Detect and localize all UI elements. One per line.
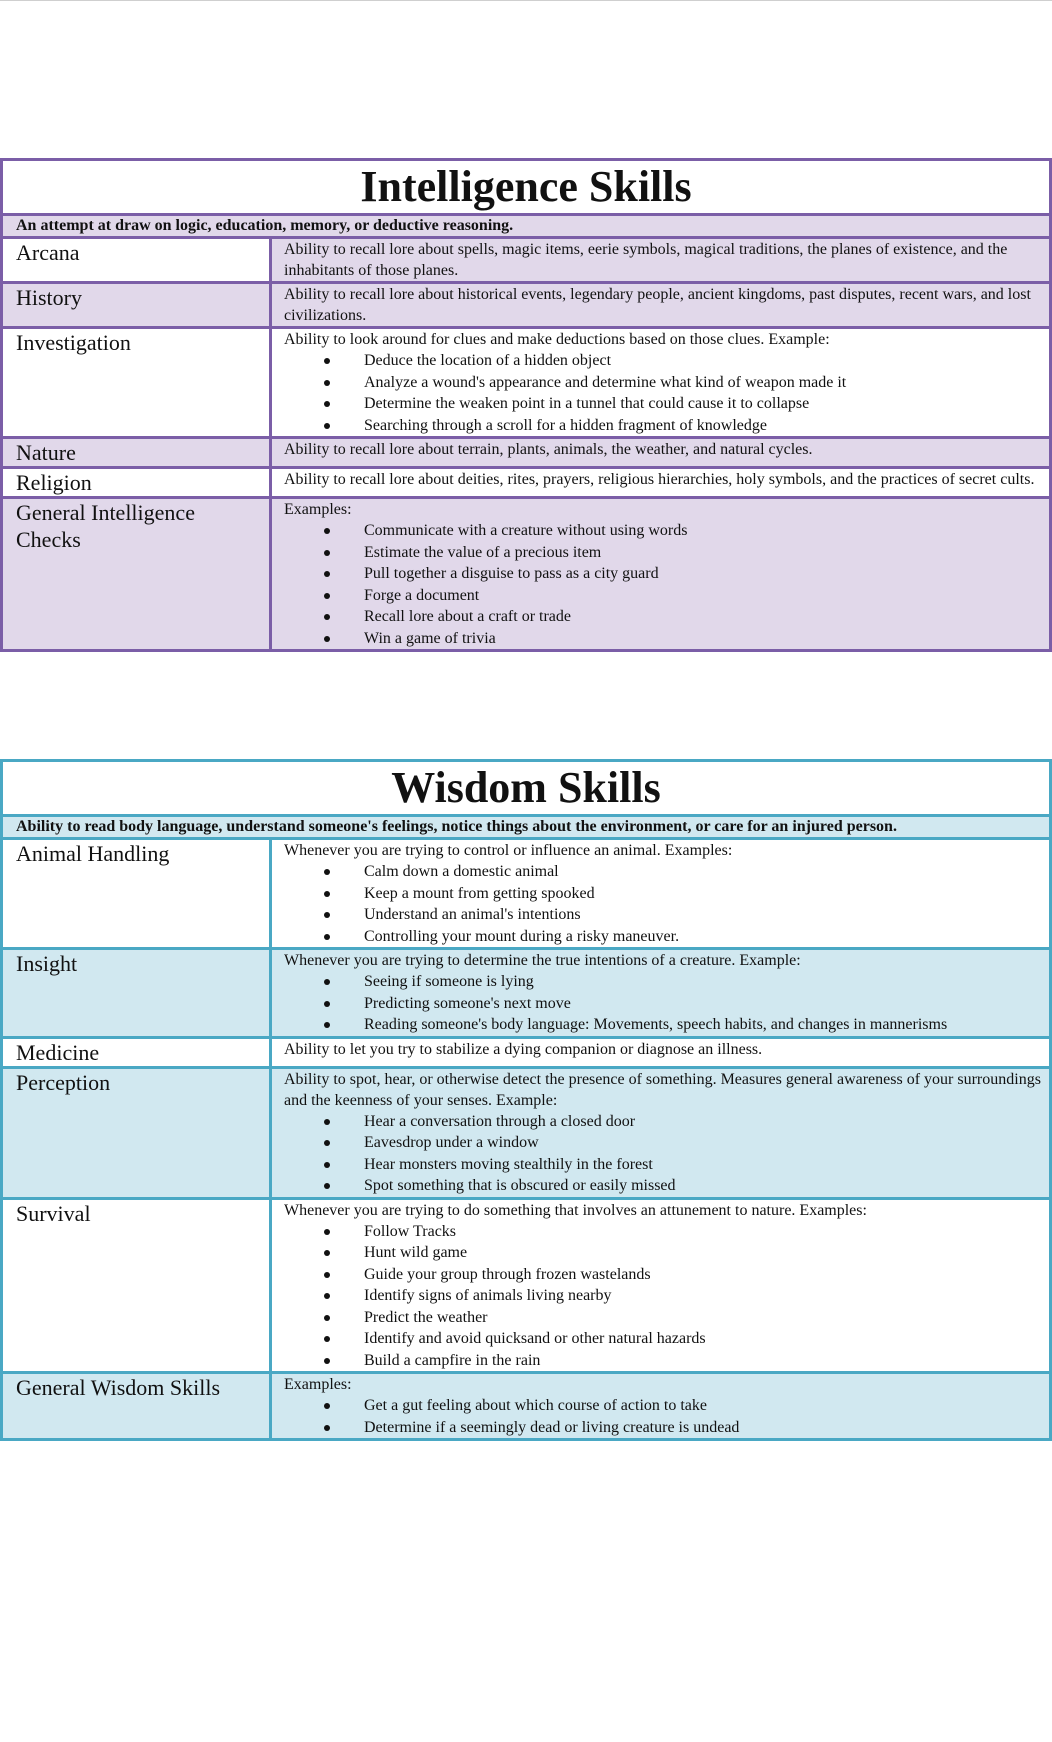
skill-description xyxy=(271,238,1051,283)
page-top-rule xyxy=(0,0,1052,1)
skill-description-text: Ability to recall lore about deities, rites, prayers, religious hierarchies, holy symbols, and the practices of secret cults. xyxy=(284,471,1035,488)
list-item: Hunt wild game xyxy=(364,1242,1041,1264)
list-item: Determine if a seemingly dead or living creature is undead xyxy=(364,1417,1041,1439)
skill-name: Arcana xyxy=(2,238,271,283)
example-list xyxy=(284,350,1041,436)
list-item: Deduce the location of a hidden object xyxy=(364,350,1041,372)
list-item: Reading someone's body language: Movements, speech habits, and changes in mannerisms xyxy=(364,1014,1041,1036)
list-item: Spot something that is obscured or easily missed xyxy=(364,1175,1041,1197)
example-list xyxy=(284,1111,1041,1197)
list-item: Seeing if someone is lying xyxy=(364,971,1041,993)
skill-name: General Wisdom Skills xyxy=(2,1373,271,1440)
skill-description xyxy=(271,1037,1051,1067)
skill-description-text: Whenever you are trying to do something that involves an attunement to nature. Examples: xyxy=(284,1201,867,1219)
list-item: Hear monsters moving stealthily in the forest xyxy=(364,1154,1041,1176)
skill-description xyxy=(271,328,1051,438)
intelligence-title: Intelligence Skills xyxy=(2,160,1051,215)
skill-row-nature xyxy=(2,438,1051,468)
list-item: Predicting someone's next move xyxy=(364,993,1041,1015)
skill-name: Animal Handling xyxy=(2,839,271,949)
list-item: Win a game of trivia xyxy=(364,628,1041,650)
list-item: Communicate with a creature without using words xyxy=(364,520,1041,542)
list-item: Pull together a disguise to pass as a city guard xyxy=(364,563,1041,585)
example-list xyxy=(284,520,1041,649)
list-item: Guide your group through frozen wastelands xyxy=(364,1264,1041,1286)
skill-description xyxy=(271,949,1051,1038)
list-item: Calm down a domestic animal xyxy=(364,861,1041,883)
skill-description xyxy=(271,1067,1051,1198)
skill-description-text: Ability to let you try to stabilize a dying companion or diagnose an illness. xyxy=(284,1040,763,1058)
intelligence-skills-table xyxy=(0,158,1052,652)
wisdom-summary: Ability to read body language, understand someone's feelings, notice things about the environment, or care for an injured person. xyxy=(2,816,1051,839)
skill-name: General Intelligence Checks xyxy=(2,498,271,651)
skill-description xyxy=(271,1373,1051,1440)
list-item: Identify signs of animals living nearby xyxy=(364,1285,1041,1307)
skill-row-investigation xyxy=(2,328,1051,438)
list-item: Recall lore about a craft or trade xyxy=(364,606,1041,628)
skill-description-text: Ability to recall lore about historical events, legendary people, ancient kingdoms, past disputes, recent wars, and lost civilizations. xyxy=(284,286,1031,324)
example-list xyxy=(284,971,1041,1036)
skill-row-medicine xyxy=(2,1037,1051,1067)
example-list xyxy=(284,1221,1041,1372)
skill-row-religion xyxy=(2,468,1051,498)
skill-description-text: Whenever you are trying to determine the true intentions of a creature. Example: xyxy=(284,952,801,969)
list-item: Get a gut feeling about which course of action to take xyxy=(364,1395,1041,1417)
skill-row-history xyxy=(2,283,1051,328)
list-item: Eavesdrop under a window xyxy=(364,1132,1041,1154)
skill-name: Perception xyxy=(2,1067,271,1198)
wisdom-skills-table xyxy=(0,759,1052,1441)
list-item: Analyze a wound's appearance and determine what kind of weapon made it xyxy=(364,372,1041,394)
list-item: Identify and avoid quicksand or other natural hazards xyxy=(364,1328,1041,1350)
skill-row-survival xyxy=(2,1198,1051,1373)
skill-name: Survival xyxy=(2,1198,271,1373)
list-item: Follow Tracks xyxy=(364,1221,1041,1243)
list-item: Searching through a scroll for a hidden fragment of knowledge xyxy=(364,415,1041,437)
skill-description-text: Ability to spot, hear, or otherwise detect the presence of something. Measures general awareness of your surroundings and the keenness of your senses. Example: xyxy=(284,1070,1041,1109)
skill-description-text: Whenever you are trying to control or influence an animal. Examples: xyxy=(284,842,733,859)
skill-row-arcana xyxy=(2,238,1051,283)
wisdom-title: Wisdom Skills xyxy=(2,761,1051,816)
skill-description xyxy=(271,438,1051,468)
skill-description xyxy=(271,283,1051,328)
list-item: Predict the weather xyxy=(364,1307,1041,1329)
list-item: Determine the weaken point in a tunnel that could cause it to collapse xyxy=(364,393,1041,415)
list-item: Controlling your mount during a risky maneuver. xyxy=(364,926,1041,948)
skill-description xyxy=(271,839,1051,949)
list-item: Forge a document xyxy=(364,585,1041,607)
skill-row-perception xyxy=(2,1067,1051,1198)
skill-row-insight xyxy=(2,949,1051,1038)
example-list xyxy=(284,1395,1041,1438)
list-item: Keep a mount from getting spooked xyxy=(364,883,1041,905)
intelligence-summary: An attempt at draw on logic, education, memory, or deductive reasoning. xyxy=(2,215,1051,238)
skill-row-general-wisdom xyxy=(2,1373,1051,1440)
skill-name: Religion xyxy=(2,468,271,498)
skill-description xyxy=(271,498,1051,651)
skill-name: Medicine xyxy=(2,1037,271,1067)
skill-description-text: Examples: xyxy=(284,501,352,518)
skill-name: Investigation xyxy=(2,328,271,438)
skill-name: History xyxy=(2,283,271,328)
skill-description-text: Examples: xyxy=(284,1376,352,1393)
skill-row-general-intelligence xyxy=(2,498,1051,651)
skill-description xyxy=(271,468,1051,498)
skill-name: Insight xyxy=(2,949,271,1038)
skill-description-text: Ability to recall lore about spells, magic items, eerie symbols, magical traditions, the planes of existence, and the inhabitants of those planes. xyxy=(284,241,1008,279)
skill-description xyxy=(271,1198,1051,1373)
list-item: Build a campfire in the rain xyxy=(364,1350,1041,1372)
list-item: Understand an animal's intentions xyxy=(364,904,1041,926)
skill-row-animal-handling xyxy=(2,839,1051,949)
example-list xyxy=(284,861,1041,947)
list-item: Estimate the value of a precious item xyxy=(364,542,1041,564)
skill-name: Nature xyxy=(2,438,271,468)
skill-description-text: Ability to look around for clues and make deductions based on those clues. Example: xyxy=(284,331,830,348)
skill-description-text: Ability to recall lore about terrain, plants, animals, the weather, and natural cycles. xyxy=(284,441,813,458)
list-item: Hear a conversation through a closed door xyxy=(364,1111,1041,1133)
